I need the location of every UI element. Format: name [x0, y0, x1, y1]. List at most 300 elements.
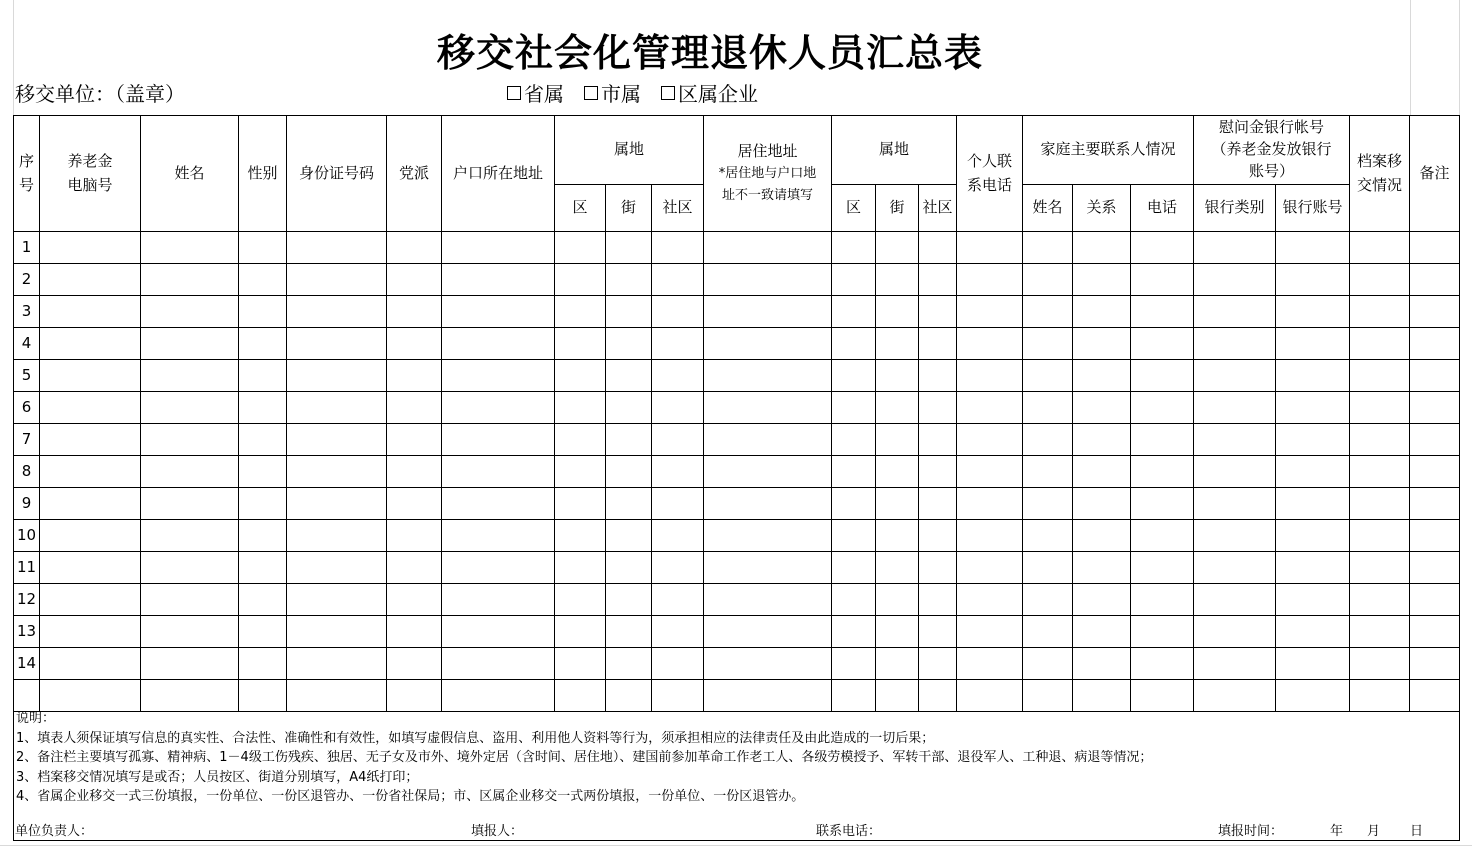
table-cell[interactable]	[1023, 552, 1073, 584]
table-cell[interactable]	[1194, 360, 1276, 392]
table-cell[interactable]	[876, 232, 919, 264]
table-cell[interactable]	[387, 552, 442, 584]
table-cell[interactable]	[1073, 648, 1131, 680]
table-cell[interactable]	[141, 616, 239, 648]
table-cell[interactable]	[239, 392, 287, 424]
table-cell[interactable]	[239, 424, 287, 456]
table-cell[interactable]	[1073, 392, 1131, 424]
table-cell[interactable]	[40, 328, 141, 360]
table-cell[interactable]	[1350, 232, 1410, 264]
table-cell[interactable]	[606, 456, 652, 488]
table-cell[interactable]	[239, 520, 287, 552]
table-cell[interactable]	[141, 648, 239, 680]
table-cell[interactable]	[1073, 616, 1131, 648]
table-cell[interactable]	[652, 680, 704, 712]
table-cell[interactable]	[1131, 264, 1194, 296]
table-cell[interactable]	[1194, 296, 1276, 328]
table-cell[interactable]	[387, 264, 442, 296]
table-cell[interactable]	[1350, 456, 1410, 488]
table-cell[interactable]	[239, 552, 287, 584]
table-cell[interactable]	[704, 552, 832, 584]
table-cell[interactable]	[1073, 680, 1131, 712]
table-cell[interactable]	[239, 360, 287, 392]
table-cell[interactable]	[1073, 360, 1131, 392]
table-cell[interactable]	[1410, 392, 1460, 424]
table-cell[interactable]	[287, 552, 387, 584]
table-cell[interactable]	[919, 232, 957, 264]
table-cell[interactable]	[442, 456, 555, 488]
table-cell[interactable]	[141, 520, 239, 552]
table-cell[interactable]	[957, 328, 1023, 360]
table-cell[interactable]	[141, 360, 239, 392]
table-cell[interactable]	[606, 520, 652, 552]
table-cell[interactable]	[832, 424, 876, 456]
table-cell[interactable]	[876, 616, 919, 648]
table-cell[interactable]	[1023, 264, 1073, 296]
table-cell[interactable]	[141, 328, 239, 360]
table-cell[interactable]	[957, 264, 1023, 296]
table-cell[interactable]	[652, 584, 704, 616]
table-cell[interactable]	[1073, 584, 1131, 616]
table-cell[interactable]	[555, 584, 606, 616]
table-cell[interactable]	[40, 232, 141, 264]
table-cell[interactable]	[1131, 456, 1194, 488]
table-cell[interactable]	[1410, 616, 1460, 648]
table-cell[interactable]	[287, 616, 387, 648]
table-cell[interactable]	[876, 584, 919, 616]
table-cell[interactable]	[919, 328, 957, 360]
table-cell[interactable]	[1023, 328, 1073, 360]
table-cell[interactable]	[387, 424, 442, 456]
table-cell[interactable]	[555, 456, 606, 488]
table-cell[interactable]	[652, 328, 704, 360]
table-cell[interactable]	[1276, 648, 1350, 680]
table-cell[interactable]	[1276, 360, 1350, 392]
table-cell[interactable]	[1194, 392, 1276, 424]
table-cell[interactable]	[704, 680, 832, 712]
table-cell[interactable]	[1350, 424, 1410, 456]
table-cell[interactable]	[876, 488, 919, 520]
table-cell[interactable]	[287, 520, 387, 552]
table-cell[interactable]	[555, 424, 606, 456]
table-cell[interactable]	[606, 488, 652, 520]
table-cell[interactable]	[876, 296, 919, 328]
table-cell[interactable]	[652, 392, 704, 424]
table-cell[interactable]	[442, 616, 555, 648]
table-cell[interactable]	[141, 264, 239, 296]
table-cell[interactable]	[1276, 552, 1350, 584]
table-cell[interactable]	[652, 424, 704, 456]
table-cell[interactable]	[239, 648, 287, 680]
table-cell[interactable]	[652, 520, 704, 552]
table-cell[interactable]	[1131, 328, 1194, 360]
table-cell[interactable]	[287, 360, 387, 392]
checkbox-municipal[interactable]	[584, 78, 641, 107]
table-cell[interactable]	[239, 296, 287, 328]
table-cell[interactable]	[1276, 616, 1350, 648]
table-cell[interactable]	[1276, 392, 1350, 424]
table-cell[interactable]	[1350, 360, 1410, 392]
table-cell[interactable]	[832, 328, 876, 360]
table-cell[interactable]	[1276, 680, 1350, 712]
table-cell[interactable]	[606, 328, 652, 360]
table-cell[interactable]	[40, 424, 141, 456]
table-cell[interactable]	[606, 648, 652, 680]
table-cell[interactable]	[1194, 424, 1276, 456]
table-cell[interactable]	[555, 264, 606, 296]
table-cell[interactable]	[40, 520, 141, 552]
table-cell[interactable]	[876, 328, 919, 360]
table-cell[interactable]	[555, 232, 606, 264]
table-cell[interactable]	[1410, 264, 1460, 296]
table-cell[interactable]	[704, 456, 832, 488]
table-cell[interactable]	[239, 328, 287, 360]
table-cell[interactable]	[442, 328, 555, 360]
table-cell[interactable]	[387, 360, 442, 392]
table-cell[interactable]	[442, 296, 555, 328]
table-cell[interactable]	[957, 520, 1023, 552]
table-cell[interactable]	[555, 552, 606, 584]
table-cell[interactable]	[141, 584, 239, 616]
table-cell[interactable]	[40, 680, 141, 712]
table-cell[interactable]	[287, 488, 387, 520]
table-cell[interactable]	[919, 520, 957, 552]
table-cell[interactable]	[1194, 616, 1276, 648]
table-cell[interactable]	[919, 296, 957, 328]
table-cell[interactable]	[1276, 232, 1350, 264]
table-cell[interactable]	[1276, 584, 1350, 616]
table-cell[interactable]	[1194, 648, 1276, 680]
table-cell[interactable]	[919, 264, 957, 296]
table-cell[interactable]	[919, 360, 957, 392]
table-cell[interactable]	[1023, 424, 1073, 456]
table-cell[interactable]	[1276, 520, 1350, 552]
table-cell[interactable]	[704, 584, 832, 616]
table-cell[interactable]	[442, 488, 555, 520]
table-cell[interactable]	[832, 456, 876, 488]
table-cell[interactable]	[1073, 264, 1131, 296]
table-cell[interactable]	[387, 488, 442, 520]
table-cell[interactable]	[287, 456, 387, 488]
table-cell[interactable]	[287, 392, 387, 424]
table-cell[interactable]	[387, 328, 442, 360]
table-cell[interactable]	[919, 552, 957, 584]
table-cell[interactable]	[652, 232, 704, 264]
table-cell[interactable]	[606, 392, 652, 424]
table-cell[interactable]	[1350, 520, 1410, 552]
table-cell[interactable]	[387, 456, 442, 488]
table-cell[interactable]	[957, 616, 1023, 648]
table-cell[interactable]	[832, 552, 876, 584]
table-cell[interactable]	[876, 456, 919, 488]
table-cell[interactable]	[1023, 616, 1073, 648]
table-cell[interactable]	[1131, 360, 1194, 392]
table-cell[interactable]	[1131, 520, 1194, 552]
table-cell[interactable]	[652, 616, 704, 648]
table-cell[interactable]	[387, 648, 442, 680]
table-cell[interactable]	[704, 232, 832, 264]
table-cell[interactable]	[1023, 520, 1073, 552]
table-cell[interactable]	[652, 296, 704, 328]
table-cell[interactable]	[704, 488, 832, 520]
table-cell[interactable]	[1276, 488, 1350, 520]
table-cell[interactable]	[40, 488, 141, 520]
table-cell[interactable]	[876, 648, 919, 680]
table-cell[interactable]	[239, 264, 287, 296]
table-cell[interactable]	[652, 488, 704, 520]
table-cell[interactable]	[387, 296, 442, 328]
table-cell[interactable]	[704, 424, 832, 456]
table-cell[interactable]	[832, 360, 876, 392]
table-cell[interactable]	[141, 552, 239, 584]
table-cell[interactable]	[1276, 264, 1350, 296]
table-cell[interactable]	[387, 392, 442, 424]
table-cell[interactable]	[606, 680, 652, 712]
table-cell[interactable]	[704, 520, 832, 552]
table-cell[interactable]	[1131, 392, 1194, 424]
table-cell[interactable]	[1410, 648, 1460, 680]
table-cell[interactable]	[606, 296, 652, 328]
table-cell[interactable]	[832, 296, 876, 328]
table-cell[interactable]	[40, 616, 141, 648]
table-cell[interactable]	[957, 552, 1023, 584]
table-cell[interactable]	[919, 648, 957, 680]
table-cell[interactable]	[1023, 360, 1073, 392]
table-cell[interactable]	[1131, 488, 1194, 520]
table-cell[interactable]	[957, 680, 1023, 712]
table-cell[interactable]	[652, 264, 704, 296]
table-cell[interactable]	[1023, 584, 1073, 616]
table-cell[interactable]	[1350, 392, 1410, 424]
table-cell[interactable]	[919, 424, 957, 456]
table-cell[interactable]	[1276, 424, 1350, 456]
table-cell[interactable]	[832, 648, 876, 680]
table-cell[interactable]	[1073, 488, 1131, 520]
table-cell[interactable]	[1073, 424, 1131, 456]
table-cell[interactable]	[652, 456, 704, 488]
table-cell[interactable]	[1410, 680, 1460, 712]
table-cell[interactable]	[832, 616, 876, 648]
table-cell[interactable]	[876, 424, 919, 456]
table-cell[interactable]	[1410, 328, 1460, 360]
table-cell[interactable]	[555, 648, 606, 680]
table-cell[interactable]	[957, 360, 1023, 392]
table-cell[interactable]	[1131, 648, 1194, 680]
table-cell[interactable]	[387, 232, 442, 264]
table-cell[interactable]	[239, 488, 287, 520]
table-cell[interactable]	[141, 456, 239, 488]
table-cell[interactable]	[652, 360, 704, 392]
table-cell[interactable]	[1410, 552, 1460, 584]
table-cell[interactable]	[555, 520, 606, 552]
table-cell[interactable]	[1350, 328, 1410, 360]
table-cell[interactable]	[1023, 488, 1073, 520]
table-cell[interactable]	[40, 296, 141, 328]
table-cell[interactable]	[555, 680, 606, 712]
table-cell[interactable]	[1276, 456, 1350, 488]
table-cell[interactable]	[832, 584, 876, 616]
table-cell[interactable]	[876, 520, 919, 552]
table-cell[interactable]	[957, 232, 1023, 264]
table-cell[interactable]	[555, 488, 606, 520]
table-cell[interactable]	[876, 392, 919, 424]
table-cell[interactable]	[1410, 360, 1460, 392]
table-cell[interactable]	[1131, 616, 1194, 648]
table-cell[interactable]	[239, 680, 287, 712]
table-cell[interactable]	[876, 360, 919, 392]
table-cell[interactable]	[704, 296, 832, 328]
table-cell[interactable]	[239, 616, 287, 648]
table-cell[interactable]	[1194, 488, 1276, 520]
table-cell[interactable]	[1073, 520, 1131, 552]
table-cell[interactable]	[1410, 488, 1460, 520]
table-cell[interactable]	[442, 648, 555, 680]
table-cell[interactable]	[387, 680, 442, 712]
table-cell[interactable]	[1350, 680, 1410, 712]
table-cell[interactable]	[1131, 680, 1194, 712]
table-cell[interactable]	[1131, 232, 1194, 264]
table-cell[interactable]	[1194, 456, 1276, 488]
table-cell[interactable]	[442, 584, 555, 616]
table-cell[interactable]	[606, 584, 652, 616]
table-cell[interactable]	[957, 584, 1023, 616]
table-cell[interactable]	[1131, 296, 1194, 328]
table-cell[interactable]	[1073, 456, 1131, 488]
table-cell[interactable]	[832, 392, 876, 424]
table-cell[interactable]	[555, 392, 606, 424]
table-cell[interactable]	[919, 488, 957, 520]
table-cell[interactable]	[40, 648, 141, 680]
table-cell[interactable]	[141, 232, 239, 264]
table-cell[interactable]	[40, 264, 141, 296]
table-cell[interactable]	[555, 616, 606, 648]
table-cell[interactable]	[239, 456, 287, 488]
table-cell[interactable]	[876, 264, 919, 296]
table-cell[interactable]	[1131, 552, 1194, 584]
table-cell[interactable]	[1410, 424, 1460, 456]
table-cell[interactable]	[287, 296, 387, 328]
table-cell[interactable]	[606, 232, 652, 264]
table-cell[interactable]	[1410, 232, 1460, 264]
table-cell[interactable]	[1350, 296, 1410, 328]
table-cell[interactable]	[1350, 552, 1410, 584]
table-cell[interactable]	[652, 552, 704, 584]
table-cell[interactable]	[832, 264, 876, 296]
table-cell[interactable]	[652, 648, 704, 680]
table-cell[interactable]	[832, 520, 876, 552]
table-cell[interactable]	[704, 264, 832, 296]
table-cell[interactable]	[40, 392, 141, 424]
table-cell[interactable]	[919, 584, 957, 616]
table-cell[interactable]	[1023, 232, 1073, 264]
table-cell[interactable]	[1350, 488, 1410, 520]
table-cell[interactable]	[287, 680, 387, 712]
table-cell[interactable]	[1410, 456, 1460, 488]
table-cell[interactable]	[1023, 392, 1073, 424]
table-cell[interactable]	[387, 520, 442, 552]
table-cell[interactable]	[1131, 584, 1194, 616]
table-cell[interactable]	[239, 232, 287, 264]
table-cell[interactable]	[1194, 328, 1276, 360]
table-cell[interactable]	[704, 328, 832, 360]
table-cell[interactable]	[1194, 264, 1276, 296]
table-cell[interactable]	[1410, 584, 1460, 616]
table-cell[interactable]	[555, 296, 606, 328]
table-cell[interactable]	[704, 392, 832, 424]
table-cell[interactable]	[704, 360, 832, 392]
table-cell[interactable]	[919, 456, 957, 488]
table-cell[interactable]	[876, 680, 919, 712]
table-cell[interactable]	[442, 520, 555, 552]
table-cell[interactable]	[1350, 616, 1410, 648]
table-cell[interactable]	[239, 584, 287, 616]
table-cell[interactable]	[957, 648, 1023, 680]
table-cell[interactable]	[957, 488, 1023, 520]
table-cell[interactable]	[442, 392, 555, 424]
table-cell[interactable]	[1194, 232, 1276, 264]
table-cell[interactable]	[287, 232, 387, 264]
table-cell[interactable]	[704, 648, 832, 680]
table-cell[interactable]	[1073, 552, 1131, 584]
table-cell[interactable]	[832, 488, 876, 520]
table-cell[interactable]	[957, 392, 1023, 424]
table-cell[interactable]	[876, 552, 919, 584]
table-cell[interactable]	[957, 296, 1023, 328]
table-cell[interactable]	[1350, 264, 1410, 296]
table-cell[interactable]	[957, 424, 1023, 456]
table-cell[interactable]	[442, 264, 555, 296]
table-cell[interactable]	[442, 552, 555, 584]
table-cell[interactable]	[287, 424, 387, 456]
table-cell[interactable]	[919, 616, 957, 648]
table-cell[interactable]	[1194, 520, 1276, 552]
table-cell[interactable]	[141, 424, 239, 456]
table-cell[interactable]	[1410, 520, 1460, 552]
table-cell[interactable]	[606, 616, 652, 648]
table-cell[interactable]	[40, 456, 141, 488]
table-cell[interactable]	[1073, 296, 1131, 328]
table-cell[interactable]	[287, 648, 387, 680]
table-cell[interactable]	[1276, 296, 1350, 328]
table-cell[interactable]	[287, 264, 387, 296]
table-cell[interactable]	[40, 552, 141, 584]
table-cell[interactable]	[1073, 328, 1131, 360]
table-cell[interactable]	[442, 360, 555, 392]
table-cell[interactable]	[141, 392, 239, 424]
table-cell[interactable]	[1350, 648, 1410, 680]
table-cell[interactable]	[919, 680, 957, 712]
table-cell[interactable]	[832, 680, 876, 712]
table-cell[interactable]	[442, 424, 555, 456]
table-cell[interactable]	[606, 424, 652, 456]
table-cell[interactable]	[1131, 424, 1194, 456]
table-cell[interactable]	[387, 584, 442, 616]
table-cell[interactable]	[1023, 680, 1073, 712]
table-cell[interactable]	[606, 264, 652, 296]
checkbox-provincial[interactable]	[507, 78, 564, 107]
table-cell[interactable]	[141, 680, 239, 712]
table-cell[interactable]	[1276, 328, 1350, 360]
table-cell[interactable]	[1023, 296, 1073, 328]
table-cell[interactable]	[287, 328, 387, 360]
table-cell[interactable]	[1023, 456, 1073, 488]
table-cell[interactable]	[40, 360, 141, 392]
table-cell[interactable]	[1194, 680, 1276, 712]
checkbox-district[interactable]	[661, 78, 758, 107]
table-cell[interactable]	[1194, 584, 1276, 616]
table-cell[interactable]	[141, 296, 239, 328]
table-cell[interactable]	[141, 488, 239, 520]
